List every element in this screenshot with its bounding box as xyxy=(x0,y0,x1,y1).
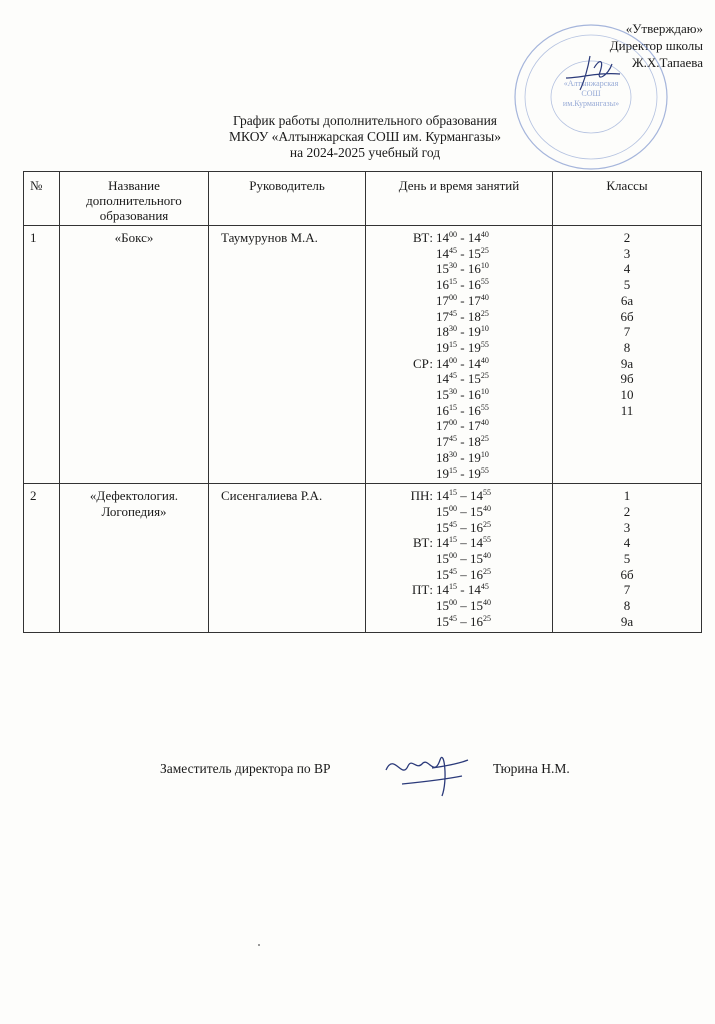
end-hour: 14 xyxy=(467,230,481,245)
class-item: 5 xyxy=(623,551,631,567)
start-minute: 00 xyxy=(449,355,457,365)
start-hour: 15 xyxy=(436,598,449,614)
time-separator: - xyxy=(457,418,468,434)
end-hour: 15 xyxy=(470,503,483,519)
end-minute: 10 xyxy=(480,387,489,397)
start-hour: 16 xyxy=(436,277,449,293)
start-hour: 19 xyxy=(436,465,449,481)
svg-text:СОШ: СОШ xyxy=(581,89,601,98)
end-hour: 14 xyxy=(470,535,483,551)
time-slot xyxy=(369,387,549,403)
start-minute: 30 xyxy=(449,261,457,271)
time-separator: - xyxy=(457,261,468,277)
time-slot xyxy=(369,293,549,309)
class-item: 4 xyxy=(623,535,631,551)
start-hour: 15 xyxy=(436,387,449,403)
start-hour: 15 xyxy=(436,613,449,629)
class-item: 11 xyxy=(620,402,634,418)
end-minute: 25 xyxy=(483,519,491,529)
class-item: 6б xyxy=(620,308,634,324)
end-hour: 15 xyxy=(470,551,483,567)
time-separator: - xyxy=(457,355,468,371)
end-minute: 40 xyxy=(480,418,489,428)
time-slot xyxy=(369,466,549,482)
start-hour: 14 xyxy=(436,535,449,551)
time-separator: - xyxy=(457,308,468,324)
class-item: 7 xyxy=(623,324,631,340)
start-hour: 14 xyxy=(436,355,449,371)
end-hour: 17 xyxy=(467,418,481,434)
time-slot xyxy=(369,582,549,598)
class-item: 1 xyxy=(623,488,631,504)
title-line-1: График работы дополнительного образования xyxy=(232,113,498,128)
start-minute: 15 xyxy=(449,402,457,412)
end-minute: 10 xyxy=(480,449,489,459)
approval-line-2: Директор школы xyxy=(609,38,703,53)
start-minute: 45 xyxy=(449,613,457,623)
class-item: 2 xyxy=(623,503,631,519)
end-minute: 25 xyxy=(483,613,491,623)
cell-leader: Сисенгалиева Р.А. xyxy=(209,484,366,632)
director-signature xyxy=(560,48,630,94)
start-hour: 15 xyxy=(436,261,449,277)
time-separator: – xyxy=(457,503,470,519)
header-number: № xyxy=(24,172,60,226)
end-minute: 40 xyxy=(480,292,489,302)
time-separator: – xyxy=(457,566,470,582)
time-slot xyxy=(369,535,549,551)
class-item: 2 xyxy=(623,230,631,245)
svg-text:«Алтынжарская: «Алтынжарская xyxy=(563,79,619,88)
start-hour: 14 xyxy=(436,371,449,387)
time-slot xyxy=(369,614,549,630)
start-minute: 45 xyxy=(449,566,457,576)
time-separator: – xyxy=(457,519,470,535)
time-separator: - xyxy=(457,582,468,598)
end-hour: 19 xyxy=(467,339,481,355)
time-slot xyxy=(369,356,549,372)
time-separator: - xyxy=(457,277,468,293)
start-minute: 45 xyxy=(449,434,457,444)
cell-classes xyxy=(553,484,702,632)
time-slot xyxy=(369,520,549,536)
time-slot xyxy=(369,504,549,520)
start-minute: 15 xyxy=(449,339,457,349)
end-minute: 10 xyxy=(480,324,489,334)
class-item: 7 xyxy=(623,582,631,598)
time-separator: – xyxy=(457,598,470,614)
end-hour: 16 xyxy=(470,613,483,629)
class-item: 10 xyxy=(620,387,634,403)
approval-line-1: «Утверждаю» xyxy=(625,21,703,36)
start-minute: 30 xyxy=(449,449,457,459)
end-minute: 25 xyxy=(480,371,489,381)
start-minute: 45 xyxy=(449,245,457,255)
start-hour: 15 xyxy=(436,519,449,535)
end-minute: 55 xyxy=(480,402,489,412)
class-item: 9а xyxy=(620,355,634,371)
start-minute: 30 xyxy=(449,387,457,397)
end-minute: 55 xyxy=(480,465,489,475)
table-header-row xyxy=(24,172,702,226)
end-minute: 55 xyxy=(483,535,491,545)
start-minute: 00 xyxy=(449,551,457,561)
start-hour: 15 xyxy=(436,566,449,582)
start-minute: 30 xyxy=(449,324,457,334)
time-separator: - xyxy=(457,292,468,308)
cell-classes xyxy=(553,226,702,484)
footer-position: Заместитель директора по ВР xyxy=(160,761,331,776)
time-separator: - xyxy=(457,402,468,418)
start-hour: 18 xyxy=(436,324,449,340)
cell-schedule xyxy=(366,226,553,484)
cell-activity-name: «Дефектология. Логопедия» xyxy=(60,484,209,632)
time-separator: - xyxy=(457,465,468,481)
end-hour: 14 xyxy=(467,355,481,371)
start-hour: 18 xyxy=(436,449,449,465)
class-item: 9а xyxy=(620,613,634,629)
approval-line-3: Ж.Х.Тапаева xyxy=(632,55,703,70)
cell-leader: Таумурунов М.А. xyxy=(209,226,366,484)
table-row xyxy=(24,484,702,632)
time-separator: - xyxy=(457,434,468,450)
time-separator: – xyxy=(457,488,470,504)
start-minute: 45 xyxy=(449,519,457,529)
end-hour: 14 xyxy=(467,582,481,598)
end-hour: 17 xyxy=(467,292,481,308)
header-name: Название дополнительного образования xyxy=(60,172,209,226)
cell-activity-name: «Бокс» xyxy=(60,226,209,484)
day-label: ПТ: xyxy=(412,582,433,598)
start-hour: 14 xyxy=(436,245,449,261)
time-slot xyxy=(369,309,549,325)
start-hour: 14 xyxy=(436,488,449,504)
time-slot xyxy=(369,277,549,293)
class-item: 8 xyxy=(623,598,631,614)
time-slot xyxy=(369,488,549,504)
start-hour: 17 xyxy=(436,292,449,308)
end-hour: 16 xyxy=(467,261,481,277)
end-hour: 15 xyxy=(470,598,483,614)
end-minute: 25 xyxy=(480,308,489,318)
start-minute: 45 xyxy=(449,371,457,381)
class-item: 3 xyxy=(623,519,631,535)
start-hour: 17 xyxy=(436,308,449,324)
header-classes: Классы xyxy=(553,172,702,226)
end-minute: 25 xyxy=(480,434,489,444)
time-slot xyxy=(369,450,549,466)
time-separator: - xyxy=(457,230,468,245)
cell-number: 2 xyxy=(24,484,60,632)
end-hour: 19 xyxy=(467,324,481,340)
end-hour: 16 xyxy=(470,519,483,535)
header-leader: Руководитель xyxy=(209,172,366,226)
time-slot xyxy=(369,261,549,277)
time-separator: – xyxy=(457,551,470,567)
time-slot xyxy=(369,551,549,567)
start-hour: 15 xyxy=(436,551,449,567)
day-label: СР: xyxy=(413,355,433,371)
time-separator: - xyxy=(457,449,468,465)
class-item: 6а xyxy=(620,292,634,308)
end-hour: 18 xyxy=(467,434,481,450)
scan-speck xyxy=(258,944,260,946)
time-separator: - xyxy=(457,339,468,355)
footer-name: Тюрина Н.М. xyxy=(493,761,570,776)
start-hour: 16 xyxy=(436,402,449,418)
title-line-2: МКОУ «Алтынжарская СОШ им. Курмангазы» xyxy=(229,129,501,144)
start-minute: 15 xyxy=(449,535,457,545)
time-slot xyxy=(369,567,549,583)
svg-text:им.Курмангазы»: им.Курмангазы» xyxy=(562,99,620,108)
class-item: 8 xyxy=(623,339,631,355)
time-slot xyxy=(369,371,549,387)
end-minute: 55 xyxy=(483,488,491,498)
time-slot xyxy=(369,246,549,262)
time-separator: - xyxy=(457,245,468,261)
end-hour: 16 xyxy=(467,277,481,293)
day-label: ВТ: xyxy=(412,230,433,245)
time-slot xyxy=(369,340,549,356)
time-slot xyxy=(369,418,549,434)
time-separator: - xyxy=(457,324,468,340)
end-hour: 18 xyxy=(467,308,481,324)
time-separator: - xyxy=(457,387,468,403)
class-item: 4 xyxy=(623,261,631,277)
end-minute: 55 xyxy=(480,277,489,287)
start-minute: 00 xyxy=(449,503,457,513)
cell-schedule xyxy=(366,484,553,632)
time-slot xyxy=(369,230,549,246)
start-minute: 00 xyxy=(449,292,457,302)
start-minute: 00 xyxy=(449,230,457,239)
class-item: 9б xyxy=(620,371,634,387)
class-item: 5 xyxy=(623,277,631,293)
end-hour: 15 xyxy=(467,371,481,387)
start-minute: 00 xyxy=(449,598,457,608)
schedule-table xyxy=(23,171,702,633)
end-hour: 14 xyxy=(470,488,483,504)
time-slot xyxy=(369,598,549,614)
time-separator: – xyxy=(457,535,470,551)
start-minute: 15 xyxy=(449,277,457,287)
end-minute: 10 xyxy=(480,261,489,271)
start-minute: 15 xyxy=(449,465,457,475)
end-hour: 19 xyxy=(467,465,481,481)
title-line-3: на 2024-2025 учебный год xyxy=(289,145,441,160)
end-hour: 16 xyxy=(467,387,481,403)
class-item: 3 xyxy=(623,245,631,261)
end-minute: 55 xyxy=(480,339,489,349)
start-minute: 15 xyxy=(449,488,457,498)
start-minute: 45 xyxy=(449,308,457,318)
start-hour: 19 xyxy=(436,339,449,355)
time-separator: - xyxy=(457,371,468,387)
time-slot xyxy=(369,434,549,450)
day-label: ВТ: xyxy=(412,535,433,551)
end-minute: 40 xyxy=(480,355,489,365)
table-row xyxy=(24,226,702,484)
document-title xyxy=(150,113,580,161)
end-minute: 40 xyxy=(483,551,491,561)
end-minute: 25 xyxy=(483,566,491,576)
end-hour: 16 xyxy=(467,402,481,418)
end-hour: 19 xyxy=(467,449,481,465)
start-hour: 14 xyxy=(436,230,449,245)
end-hour: 16 xyxy=(470,566,483,582)
start-minute: 00 xyxy=(449,418,457,428)
header-time: День и время занятий xyxy=(366,172,553,226)
footer-signature-line xyxy=(160,761,570,777)
start-hour: 17 xyxy=(436,418,449,434)
start-minute: 15 xyxy=(449,582,457,592)
end-minute: 40 xyxy=(480,230,489,239)
end-hour: 15 xyxy=(467,245,481,261)
cell-number: 1 xyxy=(24,226,60,484)
end-minute: 40 xyxy=(483,598,491,608)
end-minute: 25 xyxy=(480,245,489,255)
end-minute: 45 xyxy=(480,582,489,592)
time-separator: – xyxy=(457,613,470,629)
time-slot xyxy=(369,324,549,340)
start-hour: 15 xyxy=(436,503,449,519)
start-hour: 17 xyxy=(436,434,449,450)
day-label: ПН: xyxy=(410,488,433,504)
deputy-signature xyxy=(382,740,472,800)
class-item: 6б xyxy=(620,566,634,582)
time-slot xyxy=(369,403,549,419)
end-minute: 40 xyxy=(483,503,491,513)
start-hour: 14 xyxy=(436,582,449,598)
